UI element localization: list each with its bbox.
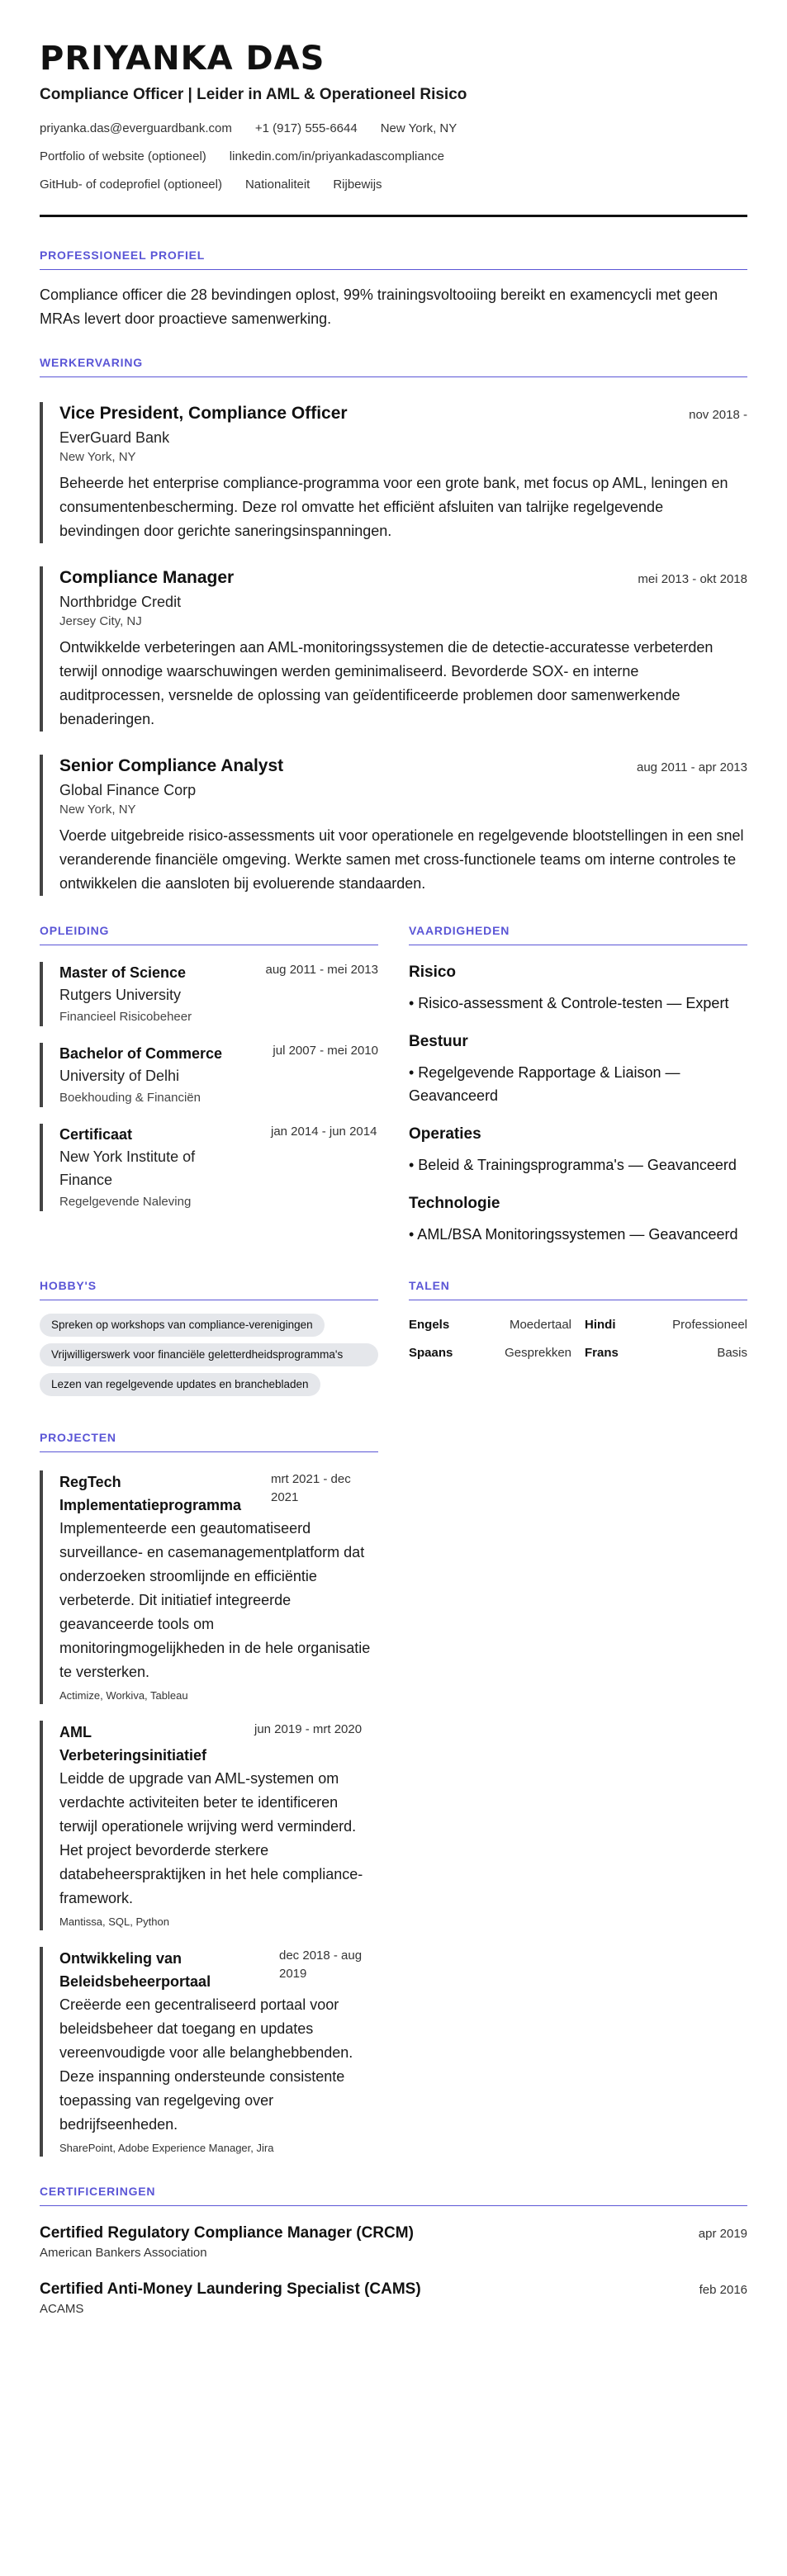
degree: Bachelor of Commerce xyxy=(59,1045,223,1062)
skill-item: • Risico-assessment & Controle-testen — Expert xyxy=(409,995,729,1011)
institution: New York Institute of Finance xyxy=(59,1148,196,1188)
skill-item: • Beleid & Trainingsprogramma's — Geavanceerd xyxy=(409,1157,737,1173)
project-description: Leidde de upgrade van AML-systemen om verdachte activiteiten beter te identificeren terwijl operationele wrijving werd verminderd. Het project bevorderde sterkere databeheerspraktijken in het hele compliance-framework. xyxy=(59,1770,363,1906)
contact-row xyxy=(40,121,747,137)
skill-category: Risico xyxy=(409,964,457,981)
languages-section xyxy=(409,1246,747,1403)
company-name: EverGuard Bank xyxy=(59,429,170,446)
experience-section xyxy=(40,356,747,896)
job-description: Voerde uitgebreide risico-assessments uit voor operationele en regelgevende blootstellingen in een snel veranderende financiële omgeving. Werkte samen met cross-functionele teams om interne controles te ontwikkelen die aansloten bij evoluerende standaarden. xyxy=(59,827,744,892)
language-list xyxy=(409,1317,747,1361)
section-title-certifications: CERTIFICERINGEN xyxy=(40,2185,747,2206)
education-section xyxy=(40,896,378,1246)
skill-category: Technologie xyxy=(409,1195,500,1212)
job-location: New York, NY xyxy=(59,450,136,464)
skill-group xyxy=(409,1193,747,1246)
language-level: Professioneel xyxy=(672,1318,747,1332)
profile-text: Compliance officer die 28 bevindingen oplost, 99% trainingsvoltooiing bereikt en examencycli met geen MRAs levert door proactieve samenwerking. xyxy=(40,286,718,327)
skill-item: • AML/BSA Monitoringssystemen — Geavanceerd xyxy=(409,1226,738,1243)
language-name: Frans xyxy=(585,1346,619,1360)
hobbies-section xyxy=(40,1246,378,1403)
language-item xyxy=(585,1317,747,1333)
job-dates: nov 2018 - xyxy=(689,408,747,422)
company-name: Global Finance Corp xyxy=(59,782,197,798)
language-level: Basis xyxy=(717,1346,747,1360)
certification-name: Certified Regulatory Compliance Manager (CRCM) xyxy=(40,2224,414,2242)
extra-row xyxy=(40,177,747,193)
language-item xyxy=(409,1345,571,1361)
language-item xyxy=(585,1345,747,1361)
certification-name: Certified Anti-Money Laundering Specialist (CAMS) xyxy=(40,2280,421,2298)
job-title: Vice President, Compliance Officer xyxy=(59,404,348,423)
language-name: Hindi xyxy=(585,1318,616,1332)
linkedin-link[interactable]: linkedin.com/in/priyankadascompliance xyxy=(229,149,444,163)
section-title-projects: PROJECTEN xyxy=(40,1431,378,1452)
language-level: Moedertaal xyxy=(509,1318,571,1332)
project-name: AML Verbeteringsinitiatief xyxy=(59,1724,207,1764)
education-item xyxy=(40,1124,378,1211)
certifications-section xyxy=(40,2185,747,2318)
project-item xyxy=(40,1721,378,1930)
language-item xyxy=(409,1317,571,1333)
project-tools: SharePoint, Adobe Experience Manager, Jira xyxy=(59,2142,274,2154)
candidate-name: PRIYANKA DAS xyxy=(40,40,325,78)
job-dates: mei 2013 - okt 2018 xyxy=(638,572,747,586)
job-dates: aug 2011 - apr 2013 xyxy=(637,760,747,774)
language-name: Engels xyxy=(409,1318,450,1332)
hobby-tag: Spreken op workshops van compliance-verenigingen xyxy=(40,1314,325,1337)
project-name: Ontwikkeling van Beleidsbeheerportaal xyxy=(59,1950,211,1990)
section-title-languages: TALEN xyxy=(409,1279,747,1300)
institution: Rutgers University xyxy=(59,987,182,1003)
skill-category: Operaties xyxy=(409,1125,481,1143)
institution: University of Delhi xyxy=(59,1068,180,1084)
projects-section xyxy=(40,1431,378,2157)
job-title: Compliance Manager xyxy=(59,568,235,587)
project-item xyxy=(40,1470,378,1704)
degree: Certificaat xyxy=(59,1126,133,1143)
skill-group xyxy=(409,1124,747,1177)
education-skills-row xyxy=(40,896,747,1246)
section-title-experience: WERKERVARING xyxy=(40,356,747,377)
job-location: Jersey City, NJ xyxy=(59,614,142,628)
github-link[interactable]: GitHub- of codeprofiel (optioneel) xyxy=(40,178,222,192)
portfolio-link[interactable]: Portfolio of website (optioneel) xyxy=(40,149,206,163)
certification-issuer: American Bankers Association xyxy=(40,2246,207,2260)
hobby-list xyxy=(40,1314,378,1403)
degree: Master of Science xyxy=(59,964,187,981)
skills-section xyxy=(409,896,747,1246)
skill-group xyxy=(409,962,747,1015)
certification-issuer: ACAMS xyxy=(40,2302,84,2316)
project-dates: dec 2018 - aug 2019 xyxy=(279,1949,363,1981)
location: New York, NY xyxy=(380,121,458,135)
education-dates: jul 2007 - mei 2010 xyxy=(273,1044,378,1058)
education-item xyxy=(40,962,378,1026)
experience-item xyxy=(40,566,747,732)
company-name: Northbridge Credit xyxy=(59,594,182,610)
section-title-education: OPLEIDING xyxy=(40,924,378,945)
drivers-license: Rijbewijs xyxy=(333,178,382,192)
field-of-study: Regelgevende Naleving xyxy=(59,1195,192,1209)
job-description: Beheerde het enterprise compliance-programma voor een grote bank, met focus op AML, leningen en consumentenbescherming. Deze rol omvatte het efficiënt afsluiten van talrijke regelgevende bevindingen door gerichte saneringsinspanningen. xyxy=(59,475,728,539)
project-item xyxy=(40,1947,378,2157)
section-title-profile: PROFESSIONEEL PROFIEL xyxy=(40,249,747,270)
project-tools: Mantissa, SQL, Python xyxy=(59,1915,169,1928)
links-row xyxy=(40,149,747,165)
header-divider xyxy=(40,215,747,217)
project-description: Creëerde een gecentraliseerd portaal voor beleidsbeheer dat toegang en updates vereenvoudigde voor alle belanghebbenden. Deze inspanning ondersteunde consistente toepassing van regelgeving over bedrijfseenheden. xyxy=(59,1996,353,2133)
hobbies-languages-row xyxy=(40,1246,747,1403)
certification-date: feb 2016 xyxy=(699,2283,747,2297)
section-title-skills: VAARDIGHEDEN xyxy=(409,924,747,945)
experience-item xyxy=(40,755,747,896)
nationality: Nationaliteit xyxy=(244,178,311,192)
project-name: RegTech Implementatieprogramma xyxy=(59,1474,242,1513)
hobby-tag: Vrijwilligerswerk voor financiële geletterdheidsprogramma's xyxy=(40,1343,378,1366)
field-of-study: Boekhouding & Financiën xyxy=(59,1091,201,1105)
language-level: Gesprekken xyxy=(505,1346,571,1360)
certification-item xyxy=(40,2223,747,2262)
certification-item xyxy=(40,2279,747,2318)
certification-date: apr 2019 xyxy=(698,2227,747,2241)
job-description: Ontwikkelde verbeteringen aan AML-monitoringssystemen die de detectie-accuratesse verbeterden terwijl onnodige waarschuwingen werden geminimaliseerd. Bevorderde SOX- en interne auditprocessen, versnelde de oplossing van geïdentificeerde problemen door samenwerkende benaderingen. xyxy=(59,639,714,727)
education-dates: aug 2011 - mei 2013 xyxy=(265,963,378,977)
profile-section xyxy=(40,249,747,331)
email-link[interactable]: priyanka.das@everguardbank.com xyxy=(40,121,232,135)
skill-group xyxy=(409,1031,747,1107)
field-of-study: Financieel Risicobeheer xyxy=(59,1010,192,1024)
skill-category: Bestuur xyxy=(409,1033,468,1050)
job-location: New York, NY xyxy=(59,803,136,817)
hobby-tag: Lezen van regelgevende updates en branchebladen xyxy=(40,1373,320,1396)
headline: Compliance Officer | Leider in AML & Operationeel Risico xyxy=(40,86,467,103)
project-tools: Actimize, Workiva, Tableau xyxy=(59,1689,188,1702)
resume-header xyxy=(40,0,747,217)
project-dates: jun 2019 - mrt 2020 xyxy=(254,1722,363,1736)
job-title: Senior Compliance Analyst xyxy=(59,756,284,775)
section-title-hobbies: HOBBY'S xyxy=(40,1279,378,1300)
project-description: Implementeerde een geautomatiseerd surveillance- en casemanagementplatform dat onderzoeken stroomlijnde en efficiëntie verbeterde. Dit initiatief integreerde geavanceerde tools om monitoringmogelijkheden in de hele organisatie te versterken. xyxy=(59,1520,371,1680)
skill-item: • Regelgevende Rapportage & Liaison — Geavanceerd xyxy=(409,1064,680,1104)
experience-item xyxy=(40,402,747,543)
project-dates: mrt 2021 - dec 2021 xyxy=(271,1472,351,1504)
education-item xyxy=(40,1043,378,1107)
education-dates: jan 2014 - jun 2014 xyxy=(271,1125,377,1139)
language-name: Spaans xyxy=(409,1346,453,1360)
phone-number[interactable]: +1 (917) 555-6644 xyxy=(254,121,358,135)
